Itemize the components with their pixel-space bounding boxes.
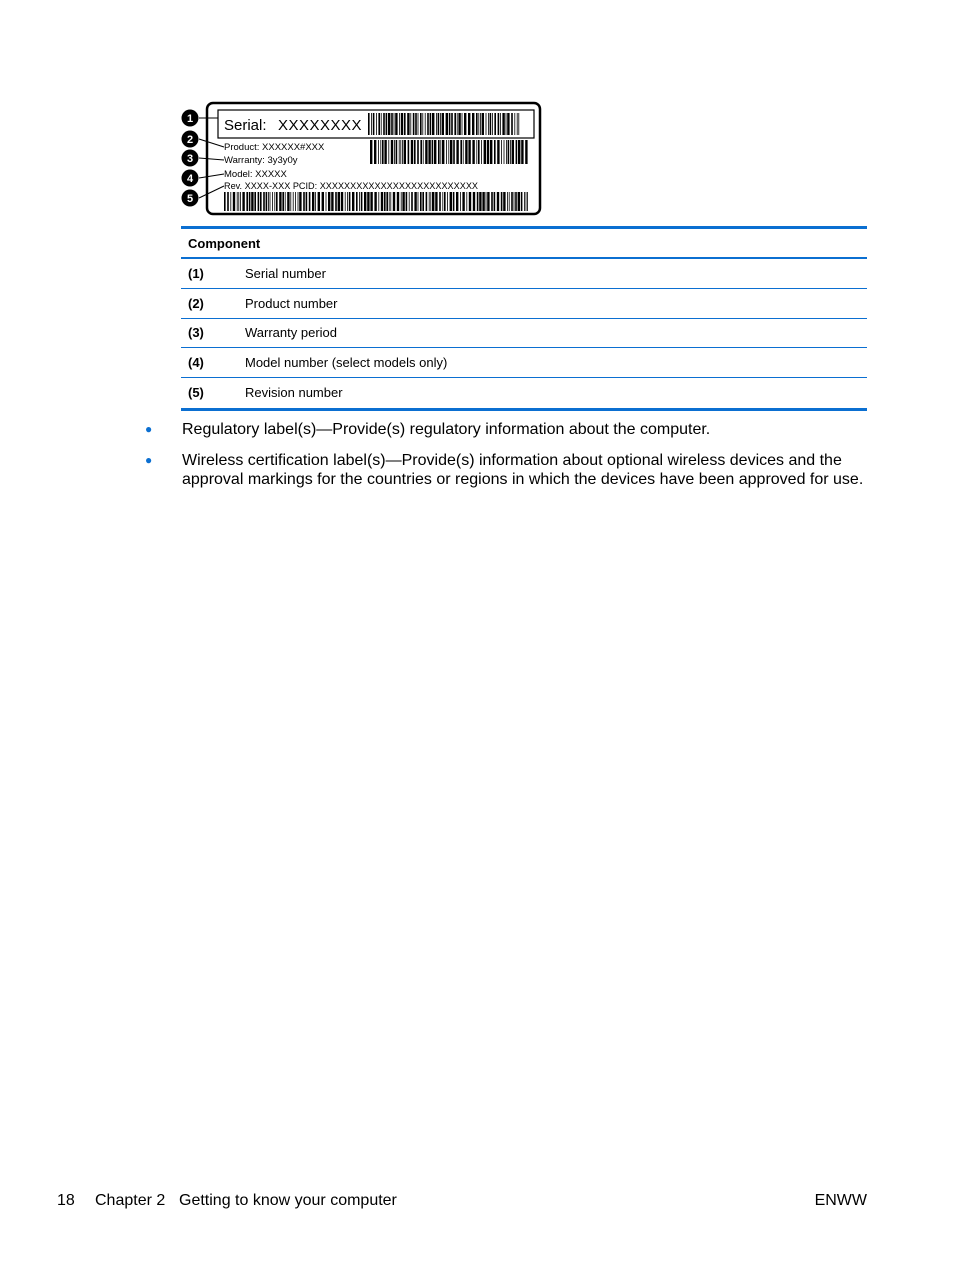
table-row bbox=[181, 259, 867, 289]
edition-code: ENWW bbox=[814, 1192, 867, 1209]
label-warranty-line: Warranty: 3y3y0y bbox=[224, 155, 298, 166]
row-description: Model number (select models only) bbox=[245, 355, 448, 371]
row-number: (1) bbox=[188, 265, 204, 281]
bullet-list bbox=[144, 420, 874, 501]
component-table bbox=[181, 226, 867, 411]
chapter-label: Chapter 2 bbox=[95, 1192, 166, 1209]
callout-1 bbox=[182, 110, 199, 127]
table-row bbox=[181, 348, 867, 378]
table-row bbox=[181, 289, 867, 319]
svg-text:2: 2 bbox=[186, 134, 194, 146]
row-number: (5) bbox=[188, 385, 204, 401]
label-rev-line: Rev. XXXX-XXX PCID: XXXXXXXXXXXXXXXXXXXXXXXXXX bbox=[224, 181, 478, 191]
label-serial-caption: Serial: bbox=[224, 117, 267, 134]
list-item bbox=[144, 451, 874, 489]
bullet-dot-icon: ● bbox=[145, 422, 153, 436]
bullet-dot-icon: ● bbox=[145, 453, 153, 467]
row-description: Serial number bbox=[245, 265, 326, 281]
svg-text:4: 4 bbox=[186, 173, 194, 185]
row-description: Warranty period bbox=[245, 325, 337, 341]
callout-3 bbox=[182, 150, 199, 167]
label-product-line: Product: XXXXXX#XXX bbox=[224, 142, 325, 153]
row-description: Revision number bbox=[245, 385, 343, 401]
svg-text:1: 1 bbox=[186, 113, 194, 125]
bullet-text: Wireless certification label(s)—Provide(s) information about optional wireless devices and the approval markings for the countries or regions in which the devices have been approved for use. bbox=[182, 452, 864, 488]
callout-4 bbox=[182, 170, 199, 187]
svg-text:3: 3 bbox=[186, 153, 194, 165]
row-number: (3) bbox=[188, 325, 204, 341]
table-row bbox=[181, 319, 867, 349]
pcid-barcode bbox=[224, 192, 528, 211]
callout-5 bbox=[182, 190, 199, 207]
chapter-title: Getting to know your computer bbox=[179, 1192, 397, 1209]
callout-2 bbox=[182, 131, 199, 148]
row-number: (2) bbox=[188, 295, 204, 311]
page-footer bbox=[57, 1192, 867, 1210]
label-serial-value: XXXXXXXX bbox=[278, 117, 363, 134]
svg-text:5: 5 bbox=[186, 193, 194, 205]
bullet-text: Regulatory label(s)—Provide(s) regulatory information about the computer. bbox=[182, 421, 711, 438]
page-number: 18 bbox=[57, 1192, 75, 1209]
list-item bbox=[144, 420, 874, 439]
service-label-illustration bbox=[178, 100, 544, 220]
row-description: Product number bbox=[245, 295, 338, 311]
label-model-line: Model: XXXXX bbox=[224, 169, 287, 180]
table-row bbox=[181, 378, 867, 408]
table-header: Component bbox=[181, 229, 867, 259]
row-number: (4) bbox=[188, 355, 204, 371]
